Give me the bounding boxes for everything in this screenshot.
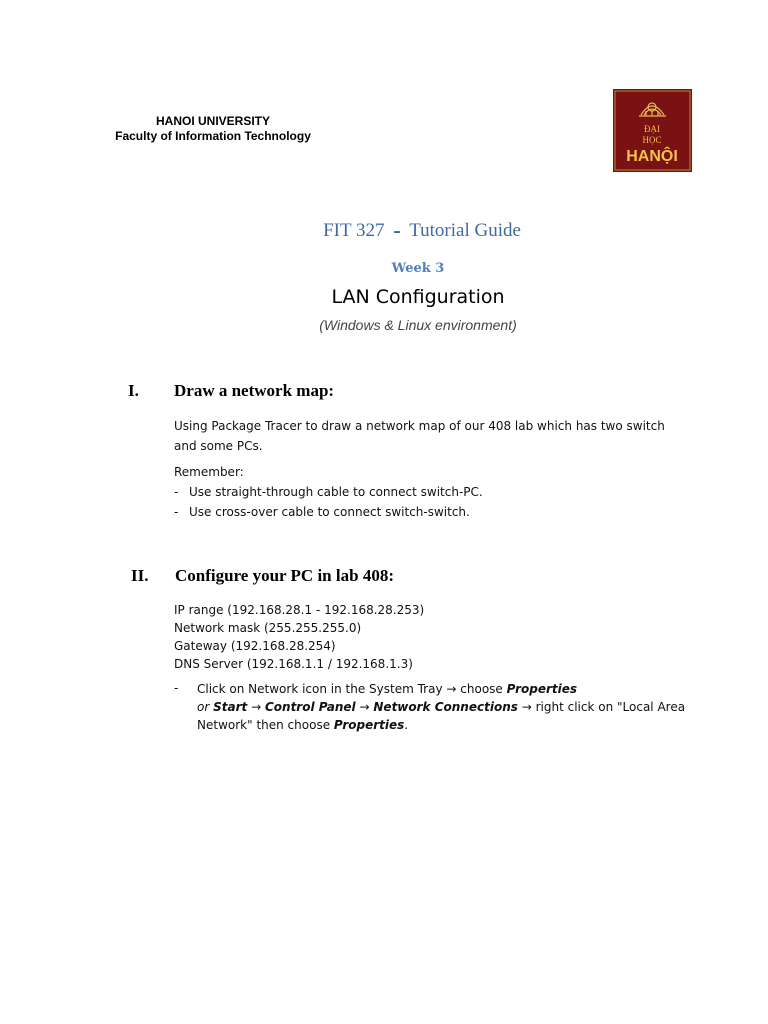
university-logo xyxy=(613,89,692,172)
step-or: or xyxy=(197,700,210,714)
university-logo-emblem xyxy=(613,89,692,172)
remember-label: Remember: xyxy=(174,465,244,479)
section2-heading: Configure your PC in lab 408: xyxy=(175,566,394,585)
step-text: Click on Network icon in the System Tray xyxy=(197,682,443,696)
logo-line1: ĐẠI xyxy=(644,124,660,134)
section1-heading: Draw a network map: xyxy=(174,381,335,400)
arrow-icon: → xyxy=(359,700,370,714)
title-separator: – xyxy=(393,222,401,240)
section2-number: II. xyxy=(131,566,149,585)
bullet-text: Use straight-through cable to connect switch-PC. xyxy=(189,485,483,499)
step-line2 xyxy=(197,698,685,716)
step-line1 xyxy=(197,680,577,698)
university-header xyxy=(100,114,326,144)
environment-note: (Windows & Linux environment) xyxy=(319,317,517,333)
step-keyword-properties: Properties xyxy=(506,682,578,696)
arrow-icon: → xyxy=(251,700,262,714)
step-line3 xyxy=(197,716,408,734)
config-list xyxy=(174,601,424,673)
course-code: FIT 327 xyxy=(323,220,385,241)
week-label: Week 3 xyxy=(391,261,445,276)
arrow-icon: → xyxy=(521,700,532,714)
university-name: HANOI UNIVERSITY xyxy=(155,114,270,128)
bullet-dash: - xyxy=(174,505,179,519)
step-text: choose xyxy=(460,682,503,696)
config-ip-range: IP range (192.168.28.1 - 192.168.28.253) xyxy=(174,603,425,617)
section1-paragraph-line2: and some PCs. xyxy=(174,439,263,453)
config-dns-server: DNS Server (192.168.1.1 / 192.168.1.3) xyxy=(174,657,413,671)
subject-title: LAN Configuration xyxy=(331,286,505,308)
document-title xyxy=(0,220,768,242)
config-gateway: Gateway (192.168.28.254) xyxy=(174,639,336,653)
guide-label: Tutorial Guide xyxy=(409,220,521,241)
step-keyword-control-panel: Control Panel xyxy=(264,700,356,714)
config-network-mask: Network mask (255.255.255.0) xyxy=(174,621,362,635)
bullet-dash: - xyxy=(174,485,179,499)
section1-paragraph-line1: Using Package Tracer to draw a network map of our 408 lab which has two switch xyxy=(174,419,665,433)
logo-line3: HANỘI xyxy=(626,148,678,165)
logo-line2: HỌC xyxy=(642,135,662,145)
step-text: right click on "Local Area xyxy=(535,700,686,714)
step-dash: - xyxy=(174,681,179,695)
bullet-text: Use cross-over cable to connect switch-switch. xyxy=(189,505,470,519)
step-keyword-network-connections: Network Connections xyxy=(373,700,518,714)
step-end: . xyxy=(404,718,409,732)
step-keyword-properties: Properties xyxy=(333,718,405,732)
step-keyword-start: Start xyxy=(213,700,248,714)
section1-number: I. xyxy=(128,381,139,400)
step-text: Network" then choose xyxy=(197,718,331,732)
faculty-name: Faculty of Information Technology xyxy=(115,129,311,143)
arrow-icon: → xyxy=(446,682,457,696)
